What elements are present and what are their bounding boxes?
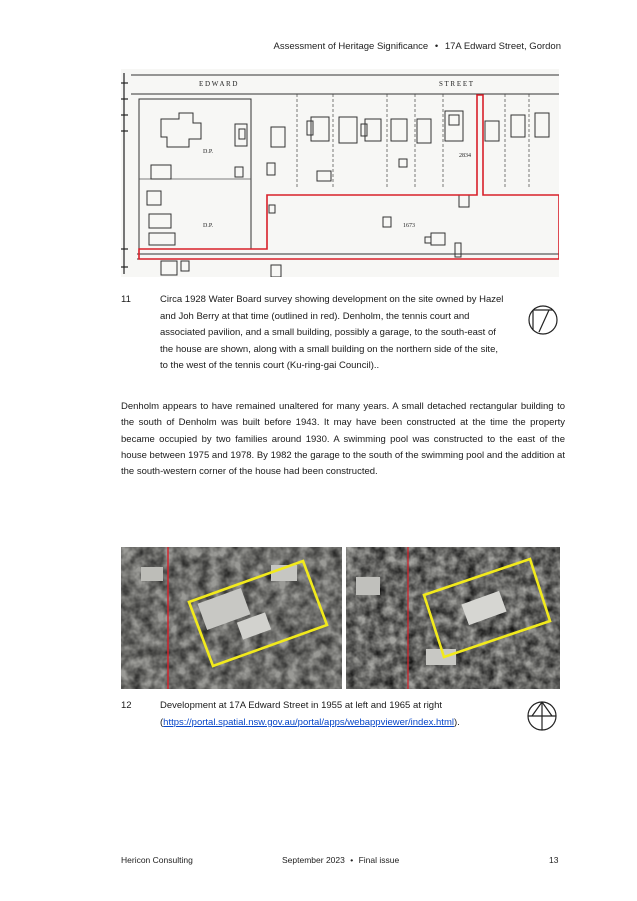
header-title: Assessment of Heritage Significance bbox=[273, 41, 429, 52]
figure-12-close-paren: ). bbox=[453, 716, 460, 728]
figure-12-open-paren: ( bbox=[160, 716, 164, 728]
footer-issue bbox=[282, 855, 399, 865]
survey-map-drawing bbox=[121, 69, 559, 277]
source-link[interactable]: https://portal.spatial.nsw.gov.au/portal/apps/webappviewer/index.html bbox=[163, 716, 454, 728]
footer-company: Hericon Consulting bbox=[121, 855, 193, 865]
footer-bullet: • bbox=[350, 855, 354, 865]
north-arrow-icon bbox=[526, 700, 558, 737]
figure-12-number: 12 bbox=[121, 700, 132, 711]
page-number: 13 bbox=[549, 855, 559, 865]
map-street-label-right: S T R E E T bbox=[439, 80, 474, 88]
figure-11-caption: Circa 1928 Water Board survey showing development on the site owned by Hazel and Joh Berry at that time (outlined in red). Denholm, the tennis court and associated pavilion, and a small building, possibly a garage, to the south-east of the house are shown, along with a small building on the northern side of the site, to the west of the tennis court (Ku-ring-gai Council).. bbox=[160, 294, 504, 371]
header-address: 17A Edward Street, Gordon bbox=[444, 41, 561, 52]
page-header bbox=[273, 41, 561, 52]
body-paragraph: Denholm appears to have remained unaltered for many years. A small detached rectangular building to the south of Denholm was built before 1943. It may have been constructed at the time the property became occupied by two families around 1930. A swimming pool was constructed to the east of the house between 1975 and 1978. By 1982 the garage to the south of the swimming pool and the addition at the south-western corner of the house had been constructed. bbox=[121, 401, 565, 478]
footer-status: Final issue bbox=[358, 855, 400, 865]
survey-map-figure bbox=[121, 69, 559, 277]
map-lot-label-a: D.P. bbox=[203, 149, 214, 155]
map-street-label-left: E D W A R D bbox=[199, 80, 238, 88]
map-lot-label-d: 1673 bbox=[403, 223, 415, 229]
aerial-photo-1965 bbox=[346, 547, 560, 689]
figure-12-caption bbox=[160, 698, 500, 731]
figure-11-number: 11 bbox=[121, 294, 131, 305]
figure-12-caption-text: Development at 17A Edward Street in 1955 at left and 1965 at right bbox=[160, 700, 443, 711]
footer-date: September 2023 bbox=[282, 855, 345, 865]
map-lot-label-c: 2834 bbox=[459, 153, 471, 159]
north-arrow-icon bbox=[527, 304, 559, 341]
header-separator: • bbox=[434, 41, 439, 52]
aerial-photo-1955 bbox=[121, 547, 342, 689]
map-lot-label-b: D.P. bbox=[203, 223, 214, 229]
